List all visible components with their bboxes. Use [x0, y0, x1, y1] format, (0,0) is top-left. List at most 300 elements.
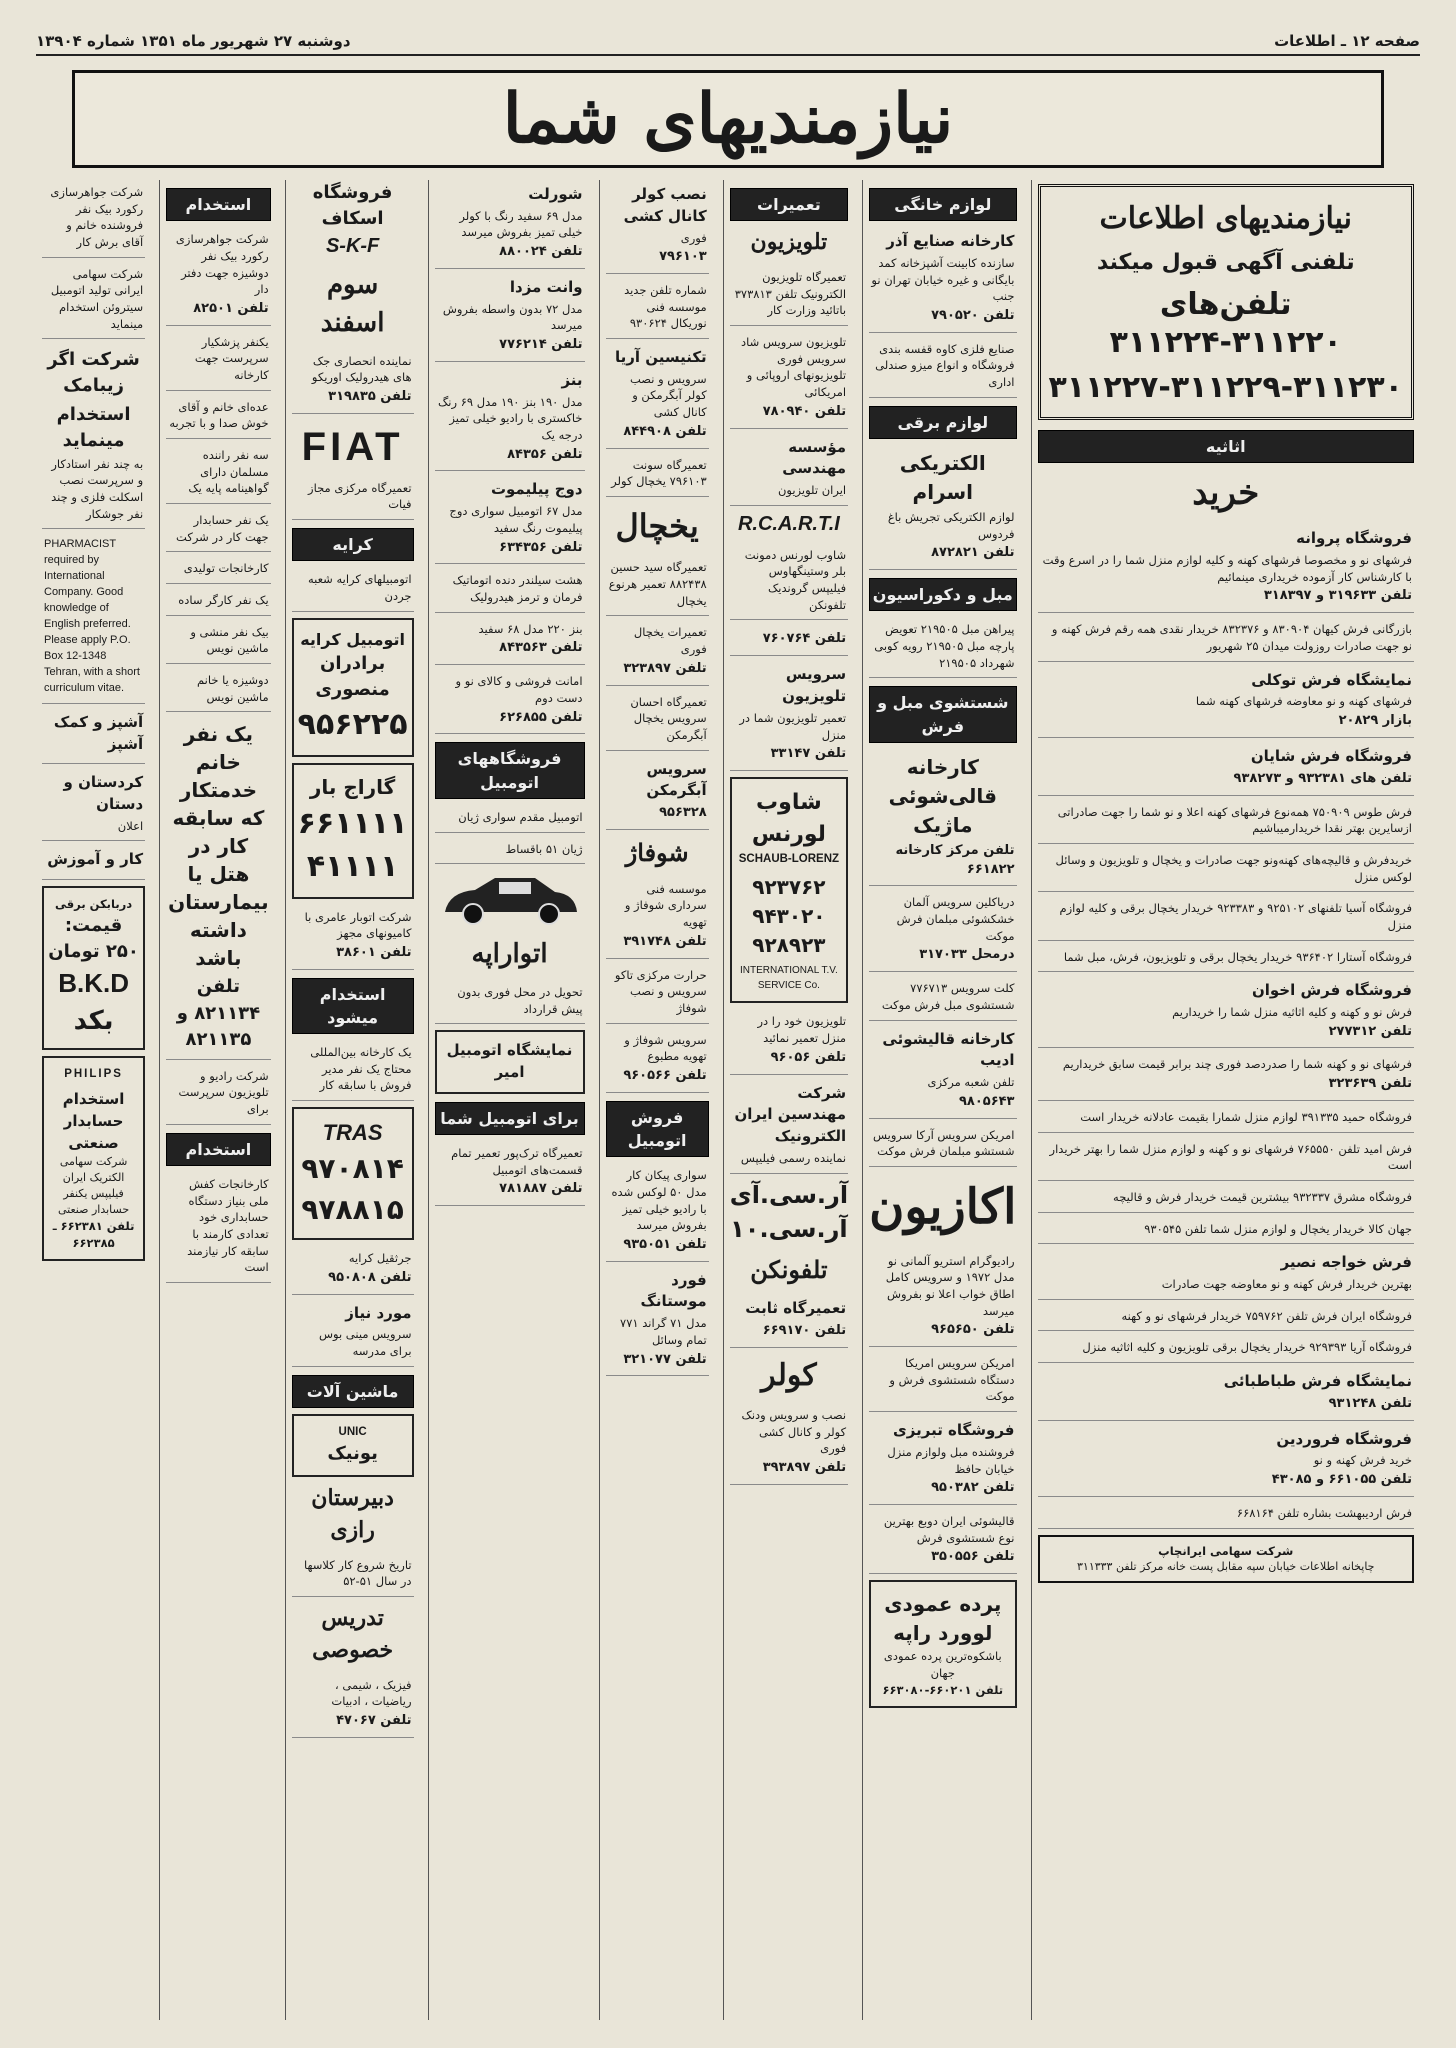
ad-body: فرش طوس ۷۵۰۹۰۹ همه‌نوع فرشهای کهنه اعلا و نو شما را جهت صادراتی ازسایرین بهتر نقدا خریدارمیباشیم — [1057, 804, 1412, 836]
ad-body: جرثقیل کرایه — [348, 1251, 412, 1266]
classified-ad — [42, 180, 145, 258]
ad-body: یک نفر حسابدار جهت کار در شرکت — [176, 513, 269, 544]
ad-body: شاوب لورنس دمونت بلر وستینگهاوس فیلیپس گروندیک تلفونکن — [744, 547, 847, 612]
ad-body: هشت سیلندر دنده اتوماتیک فرمان و ترمز هیدرولیک — [452, 573, 583, 605]
school-heading: دبیرستان رازی — [311, 1484, 394, 1543]
ad-list — [166, 227, 271, 712]
ad-heading: فروشگاه فرش اخوان — [1251, 981, 1412, 1000]
section-decor: مبل و دکوراسیون — [869, 578, 1016, 611]
ad-body: فروشنده مبل ولوازم منزل خیابان حافظ — [887, 1444, 1015, 1476]
ad-phone: تلفن ۳۱۹۶۳۳ و ۳۱۸۳۹۷ — [1263, 588, 1412, 604]
ad-phone: تلفن ۸۴۳۵۶۳ — [499, 640, 583, 656]
ad-body: شرکت جواهرسازی رکورد بیک نفر دوشیزه جهت دفتر دار — [175, 232, 269, 297]
ad-heading: فرش خواجه نصیر — [1280, 1253, 1412, 1272]
classified-ad — [730, 433, 848, 506]
ad-list — [42, 708, 145, 880]
store-title: فروشگاه — [312, 182, 393, 203]
curtain-phone: تلفن ۶۶۰۲۰۱-۶۶۳۰۸۰ — [882, 1682, 1004, 1697]
classified-ad — [606, 755, 709, 830]
ad-phone: تلفن ۹۶۰۵۶۶ — [623, 1067, 707, 1083]
classified-ad — [606, 877, 709, 959]
ad-body: دوشیزه یا خانم ماشین نویس — [197, 673, 269, 704]
som-ad — [292, 349, 414, 414]
ad-list — [292, 905, 414, 970]
buy-heading: خرید — [1192, 473, 1260, 514]
ad-body: تلفن شعبه مرکزی — [927, 1075, 1015, 1090]
ad-body: مدل ۶۷ اتومبیل سواری دوج پیلیموت رنگ سفید — [449, 504, 583, 535]
unic-ad — [292, 1414, 414, 1477]
ad-heading: بنز — [561, 370, 583, 389]
ad-body: صنایع فلزی کاوه قفسه بندی فروشگاه و انواع میزو صندلی اداری — [875, 341, 1015, 390]
section-electric: لوازم برقی — [869, 406, 1016, 439]
ad-phone: ۹۸۰۵۶۴۳ — [958, 1093, 1015, 1109]
ford-phone: تلفن ۷۸۱۸۸۷ — [499, 1181, 583, 1197]
ad-list — [869, 1249, 1016, 1575]
classified-ad — [166, 508, 271, 552]
section-hiring: استخدام میشود — [292, 978, 414, 1034]
maid-ad — [166, 716, 271, 1059]
ad-body: امریکن سرویس آرکا سرویس شستشو مبلمان فرش موکت — [873, 1127, 1015, 1159]
classified-ad — [730, 660, 848, 771]
rent-ad — [292, 567, 414, 611]
classified-ad — [730, 543, 848, 621]
zibamak-title: شرکت اگر زیبامک — [47, 349, 140, 397]
philips-ad — [42, 1056, 145, 1261]
classified-ad — [1038, 1304, 1415, 1332]
ad-body: رادیوگرام استریو آلمانی نو مدل ۱۹۷۲ و سرویس کامل اطاق خواب اعلا نو بفروش میرسد — [885, 1253, 1015, 1318]
som-phone: تلفن ۳۱۹۸۳۵ — [328, 388, 412, 404]
contact-subtitle: تلفنی آگهی قبول میکند — [1096, 249, 1355, 275]
ad-heading: فروشگاه فرش شایان — [1250, 746, 1412, 765]
ad-heading: فروشگاه پروانه — [1296, 529, 1412, 548]
ad-body: امریکن سرویس امریکا دستگاه شستشوی فرش و موکت — [889, 1356, 1015, 1404]
ad-heading: تعمیرگاه ثابت — [745, 1298, 847, 1317]
zibamak-subtitle: استخدام مینماید — [56, 403, 131, 451]
car-illustration — [435, 870, 585, 930]
ad-body: دریاکلین سرویس آلمان خشکشوئی مبلمان فرش موکت — [896, 895, 1015, 943]
ad-phone: تلفن ۲۷۷۳۱۲ — [1328, 1023, 1412, 1039]
section-rent: کرایه — [292, 528, 414, 561]
classified-ad — [166, 668, 271, 712]
acct-phone: تلفن ۶۶۲۳۸۱ ـ ۶۶۲۳۸۵ — [52, 1219, 135, 1250]
unic-fa: یونیک — [327, 1442, 378, 1464]
ad-body: اعلان — [117, 818, 144, 833]
ad-list — [292, 1040, 414, 1101]
column-3 — [723, 180, 854, 2020]
acct-body: شرکت سهامی الکتریک ایران فیلیپس یکنفر حسابدار صنعتی — [58, 1155, 130, 1217]
ad-body: قالیشوئی ایران دوبع بهترین نوع شستشوی فرش — [883, 1514, 1015, 1545]
classified-ad — [166, 620, 271, 664]
classified-ad — [292, 905, 414, 970]
mansouri-name: برادران منصوری — [315, 652, 390, 700]
ad-phone: تلفن ۷۸۰۹۴۰ — [762, 403, 847, 419]
ad-heading: سرویس تلویزیون — [782, 665, 847, 706]
shoe-factory-ad — [166, 1172, 271, 1283]
ad-heading: آشپز و کمک آشپز — [53, 712, 144, 753]
tutor-phone: تلفن ۴۷۰۶۷ — [336, 1712, 412, 1728]
ad-body: فرش اردیبهشت بشاره تلفن ۶۶۸۱۶۴ — [1236, 1505, 1412, 1520]
ad-body: خریدفرش و قالیچه‌های کهنه‌ونو جهت صادرات و یخچال و تلویزیون و وسائل لوکس منزل — [1055, 852, 1412, 884]
classified-ad — [42, 708, 145, 765]
classified-ad — [1038, 1052, 1415, 1101]
column-8 — [36, 180, 151, 2020]
classified-ad — [435, 837, 585, 865]
classified-ad — [1038, 976, 1415, 1048]
fiat-body: تعمیرگاه مرکزی مجاز فیات — [308, 480, 412, 512]
ad-phone: تلفن ۸۲۵۰۱ — [193, 300, 269, 316]
ad-phone: تلفن ۹۶۵۶۵۰ — [931, 1322, 1015, 1338]
ad-body: شرکت اتوبار عامری با کامیونهای مجهز — [304, 909, 412, 941]
section-machines: ماشین آلات — [292, 1375, 414, 1408]
fridge-heading: یخچال — [615, 506, 699, 545]
ad-heading: کردستان و دستان — [63, 773, 144, 814]
washer-title: کارخانه قالی‌شوئی ماژیک — [888, 754, 997, 837]
shoe-factory-body: کارخانجات کفش ملی بنیاز دستگاه حسابداری خود تعدادی کارمند با سابقه کار نیازمند است — [187, 1176, 269, 1275]
tutor-ad — [292, 1673, 414, 1738]
tras-ad — [292, 1107, 414, 1240]
ad-heading: فروشگاه فروردین — [1276, 1429, 1412, 1448]
ad-body: مدل ۷۱ گراند ۷۷۱ تمام وسائل — [620, 1316, 707, 1347]
schaub-en: SCHAUB-LORENZ — [738, 852, 840, 865]
ad-body: تعمیرگاه سید حسین ۸۸۲۴۳۸ تعمیر هرنوع یخچال — [608, 560, 707, 608]
classified-ad — [166, 443, 271, 504]
date-issue: دوشنبه ۲۷ شهریور ماه ۱۳۵۱ شماره ۱۳۹۰۴ — [36, 32, 351, 50]
ad-heading: سرویس آبگرمکن — [646, 759, 707, 800]
telefunken-heading: تلفونکن — [750, 1255, 828, 1285]
classified-ad — [292, 1299, 414, 1367]
bkd-price: قیمت: ۲۵۰ تومان — [48, 914, 139, 962]
tv-heading: تلویزیون — [750, 229, 828, 256]
ad-phone: تلفن های ۹۳۲۳۸۱ و ۹۳۸۲۷۳ — [1233, 770, 1412, 786]
classified-ad — [606, 180, 709, 274]
page-label: صفحه ۱۲ ـ اطلاعات — [1274, 32, 1420, 50]
ad-body: شرکت جواهرسازی رکورد بیک نفر فروشنده خانم و آقای برش کار — [50, 185, 144, 250]
ad-heading: کار و آموزش — [47, 850, 144, 869]
classified-ad — [1038, 800, 1415, 844]
ad-body: حرارت مرکزی تاکو سرویس و نصب شوفاژ — [614, 967, 707, 1015]
curtain-title: پرده عمودی لوورد راپه — [884, 1592, 1002, 1646]
classified-ad — [166, 330, 271, 391]
ad-heading: وانت مزدا — [509, 277, 583, 296]
ford-body: تعمیرگاه ترک‌پور تعمیر تمام قسمت‌های اتومبیل — [451, 1145, 583, 1177]
printer-box — [1038, 1535, 1415, 1584]
classified-ad — [1038, 666, 1415, 738]
classified-ad — [606, 343, 709, 449]
decor-ad — [869, 617, 1016, 678]
ad-phone: تلفن ۸۴۳۵۶ — [507, 446, 583, 462]
ad-heading: کارخانه صنایع آذر — [886, 232, 1015, 251]
ad-list — [730, 543, 848, 771]
bkd-ad — [42, 886, 145, 1050]
column-1 — [1031, 180, 1421, 2020]
rca-big: آر.سی.آی آر.سی.۱۰ — [729, 1180, 849, 1244]
classified-ad — [869, 1123, 1016, 1167]
classified-ad — [166, 588, 271, 616]
ad-body: تعمیرگاه تلویزیون الکترونیک تلفن ۳۷۳۸۱۳ باتائید وزارت کار — [734, 270, 847, 318]
classified-ad — [869, 1351, 1016, 1412]
ad-body: فروشگاه آستارا ۹۳۶۴۰۲ خریدار یخچال برقی و تلویزیون، فرش، مبل شما — [1063, 949, 1412, 964]
tutor-body: فیزیک ، شیمی ، ریاضیات ، ادبیات — [331, 1677, 412, 1709]
contact-phones-1: تلفن‌های ۳۱۱۲۲۰-۳۱۱۲۲۴ — [1109, 287, 1342, 360]
ad-phone: تلفن ۹۵۰۳۸۲ — [931, 1480, 1015, 1496]
ad-heading: نمایشگاه فرش توکلی — [1251, 670, 1412, 689]
classified-ad — [869, 1025, 1016, 1119]
classified-ad — [1038, 848, 1415, 892]
contact-box — [1038, 184, 1415, 420]
classified-ad — [606, 555, 709, 616]
intl-service: INTERNATIONAL T.V. SERVICE Co. — [739, 965, 838, 991]
ad-body: فرشهای نو و کهنه شما را صدردصد فوری چند برابر قیمت سابق خریداریم — [1062, 1057, 1412, 1072]
som-heading: سوم اسفند — [320, 270, 385, 338]
column-2 — [862, 180, 1022, 2020]
acct-title: استخدام حسابدار صنعتی — [62, 1090, 125, 1152]
classified-ad — [1038, 742, 1415, 796]
ad-body: فرشهای کهنه و نو معاوضه فرشهای کهنه شما — [1195, 694, 1412, 709]
ad-phone: ۹۵۶۳۲۸ — [659, 805, 707, 821]
classified-ad — [606, 278, 709, 339]
ad-body: سرویس و نصب کولر آبگرمکن و کانال کشی — [629, 371, 707, 420]
mansouri-ad — [292, 618, 414, 757]
curtain-ad — [869, 1580, 1016, 1708]
ad-body: اتومبیل مقدم سواری ژیان — [458, 809, 583, 824]
ad-body: عده‌ای خانم و آقای خوش صدا و با تجربه — [169, 399, 269, 431]
classified-ad — [869, 227, 1016, 333]
heating-heading: شوفاژ — [625, 837, 689, 867]
electric-body: لوازم الکتریکی تجریش باغ فردوس — [887, 510, 1015, 541]
ad-phone: تلفن ۶۶۹۱۷۰ — [762, 1322, 847, 1338]
classified-ad — [42, 768, 145, 841]
ad-phone: تلفن ۹۳۱۲۴۸ — [1328, 1395, 1412, 1411]
classified-ad — [166, 227, 271, 326]
ad-phone: تلفن ۹۳۵۰۵۱ — [623, 1236, 707, 1252]
ad-body: شرکت رادیو و تلویزیون سرپرست برای — [178, 1068, 269, 1117]
pharmacist-ad: PHARMACIST required by International Company. Good knowledge of English preferred. Please apply P.O. Box 12-1348 Tehran, with a short curriculum vitae. — [42, 533, 145, 703]
masthead-title: نیازمندیهای شما — [72, 70, 1384, 168]
skf-en: S-K-F — [325, 235, 380, 258]
ad-phone: تلفن ۳۳۱۴۷ — [770, 746, 847, 762]
ad-list — [730, 265, 848, 506]
classified-ad — [869, 1249, 1016, 1348]
classified-ad — [1038, 1105, 1415, 1133]
classified-ad — [1038, 1217, 1415, 1245]
rent-body: اتومبیلهای کرایه شعبه جردن — [307, 572, 412, 603]
ad-body: ژیان ۵۱ باقساط — [505, 841, 583, 856]
classified-ad — [1038, 524, 1415, 613]
classified-ad — [435, 366, 585, 472]
classified-ad — [166, 1064, 271, 1125]
section-furniture: اثاثیه — [1038, 430, 1415, 463]
decor-body: پیراهن مبل ۲۱۹۵۰۵ تعویض پارچه مبل ۲۱۹۵۰۵ رویه کوبی شهرداد ۲۱۹۵۰۵ — [874, 622, 1015, 670]
ad-heading: فروشگاه تبریزی — [893, 1421, 1015, 1440]
garage-phones: ۶۶۱۱۱۱ ۴۱۱۱۱ — [297, 805, 408, 884]
mansouri-phone: ۹۵۶۲۲۵ — [297, 707, 408, 742]
ad-heading: دوج پیلیموت — [490, 480, 583, 499]
classified-ad — [1038, 617, 1415, 661]
ad-body: شماره تلفن جدید موسسه فنی نوریکال ۹۳۰۶۲۴ — [624, 283, 707, 331]
classified-ad — [1038, 1425, 1415, 1497]
ad-body: فرشهای نو و مخصوصا فرشهای کهنه و کلیه لوازم منزل شما را در اسرع وقت با کارشناس کار آزموده خریداری مینمائیم — [1042, 553, 1412, 584]
classified-ad — [435, 805, 585, 833]
ad-body: بنز ۲۲۰ مدل ۶۸ سفید — [478, 621, 583, 636]
classified-ad — [730, 265, 848, 326]
ad-body: یکنفر پزشکیار سرپرست جهت کارخانه — [194, 334, 269, 383]
ad-phone: تلفن ۳۲۳۶۳۹ — [1328, 1076, 1412, 1092]
ad-heading: مؤسسه مهندسی — [782, 437, 847, 478]
ad-body: یک نفر کارگر ساده — [178, 593, 269, 608]
section-ford: برای اتومبیل شما — [435, 1102, 585, 1135]
cooler-ad — [730, 1403, 848, 1485]
ad-body: فروشگاه آسیا تلفنهای ۹۲۵۱۰۲ و ۹۲۳۳۸۳ خریدار یخچال برقی و کلیه لوازم منزل — [1059, 901, 1412, 932]
akazion-heading: اکازیون — [869, 1179, 1017, 1236]
garage-title: گاراج بار — [309, 774, 396, 799]
ad-body: نماینده رسمی فیلیپس — [740, 1150, 847, 1165]
ad-phone: تلفن ۳۲۱۰۷۷ — [623, 1351, 707, 1367]
ad-heading: مورد نیاز — [345, 1303, 412, 1322]
autorap-ad — [435, 980, 585, 1024]
classified-ad — [435, 475, 585, 564]
bkd-en: B.K.D — [58, 968, 129, 999]
classified-ad — [435, 617, 585, 666]
ad-body: ایران تلویزیون — [777, 483, 847, 498]
curtain-body: باشکوه‌ترین پرده عمودی جهان — [883, 1649, 1002, 1680]
ad-body: شرکت سهامی ایرانی تولید اتومبیل سیتروئن استخدام مینماید — [50, 266, 144, 331]
ad-list — [869, 890, 1016, 1167]
ad-body: بیک نفر منشی و ماشین نویس — [190, 624, 269, 656]
ad-phone: تلفن ۹۶۰۵۶ — [770, 1049, 847, 1065]
printer-name: شرکت سهامی ایرانچاپ — [1158, 1543, 1294, 1558]
classified-ad — [606, 1266, 709, 1377]
ad-phone: تلفن ۷۹۰۵۲۰ — [931, 307, 1015, 323]
ad-body: سرویس شوفاژ و تهویه مطبوع — [624, 1032, 707, 1064]
schaub-fa: شاوب لورنس — [751, 790, 826, 847]
ad-phone: تلفن ۶۲۶۸۵۵ — [499, 709, 583, 725]
ad-heading: شرکت مهندسین ایران الکترونیک — [734, 1083, 847, 1146]
ad-body: فروشگاه حمید ۳۹۱۳۳۵ لوازم منزل شمارا بقیمت عادلانه خریدار است — [1080, 1110, 1412, 1124]
bkd-title: دربابکن برقی — [55, 897, 133, 912]
section-employment-2: استخدام — [166, 1133, 271, 1166]
classified-ad — [435, 180, 585, 269]
column-6 — [285, 180, 420, 2020]
ad-phone: تلفن ۳۲۳۸۹۷ — [623, 660, 707, 676]
ad-list — [606, 180, 709, 497]
classified-ad — [166, 556, 271, 584]
ad-heading: نصب کولر کانال کشی — [623, 185, 707, 225]
classified-ad — [42, 262, 145, 340]
som-body: نماینده انحصاری جک های هیدرولیک اوریکو — [311, 353, 412, 385]
schaub-phones: ۹۲۳۷۶۲ ۹۴۳۰۲۰ ۹۲۸۹۲۳ — [752, 875, 826, 958]
section-car-sale: فروش اتومبیل — [606, 1101, 709, 1157]
classified-ad — [730, 1079, 848, 1174]
zibamak-ad — [42, 343, 145, 529]
classified-ad — [1038, 1137, 1415, 1181]
schaub-lorenz-ad — [730, 777, 848, 1003]
classified-ad — [1038, 1185, 1415, 1213]
ad-list — [730, 1294, 848, 1348]
classified-ad — [1038, 1367, 1415, 1421]
washer-ad — [869, 749, 1016, 887]
ad-list — [435, 180, 585, 734]
school-ad — [292, 1553, 414, 1597]
ad-heading: نمایشگاه فرش طباطبائی — [1223, 1372, 1412, 1391]
classified-ad — [606, 1028, 709, 1093]
ad-body: تعمیرات یخچال فوری — [633, 625, 707, 657]
ad-phone: تلفن ۳۹۱۷۴۸ — [623, 933, 707, 949]
maid-body: یک نفر خانم خدمتکار که سابقه کار در هتل یا بیمارستان داشته باشد — [168, 722, 269, 971]
electric-ad — [869, 445, 1016, 570]
auto-amir-ad — [435, 1030, 585, 1094]
electric-title: الکتریکی اسرام — [899, 451, 986, 504]
ad-body: سازنده کابینت آشپزخانه کمد بایگانی و غیره خیابان تهران نو جنب — [871, 255, 1015, 304]
classified-ad — [435, 568, 585, 612]
autorap-heading: اتواراپه — [471, 939, 548, 970]
fiat-ad — [292, 476, 414, 520]
ad-body: فوری — [680, 230, 707, 245]
column-4 — [599, 180, 715, 2020]
ad-phone: تلفن ۸۸۰۰۲۴ — [499, 244, 583, 260]
ad-phone: ۷۹۶۱۰۳ — [659, 249, 707, 265]
classified-ad — [869, 976, 1016, 1020]
classified-ad — [869, 1509, 1016, 1574]
ad-body: امانت فروشی و کالای نو و دست دوم — [455, 674, 583, 705]
ad-body: فرش نو و کهنه و کلیه اثاثیه منزل شما را خریداریم — [1172, 1004, 1412, 1019]
classified-ad — [292, 1040, 414, 1101]
ad-body: سه نفر راننده مسلمان دارای گواهینامه پایه یک — [188, 448, 269, 496]
classified-ad — [1038, 1335, 1415, 1363]
contact-title: نیازمندیهای اطلاعات — [1099, 201, 1353, 236]
classified-ad — [1038, 945, 1415, 973]
ad-phone: تلفن ۶۳۴۳۵۶ — [499, 539, 583, 555]
classified-ad — [730, 1009, 848, 1074]
ad-phone: تلفن ۷۶۰۷۶۴ — [762, 631, 847, 647]
ad-phone: تلفن ۹۵۰۸۰۸ — [328, 1269, 412, 1285]
ad-body: تلویزیون سرویس شاد سرویس فوری تلویزیونهای اروپائی و امریکائی — [741, 335, 847, 400]
ad-body: کارخانجات تولیدی — [183, 561, 269, 576]
ad-body: فروشگاه آریا ۹۲۹۳۹۳ خریدار یخچال برقی تلویزیون و کلیه اثاثیه منزل — [1082, 1340, 1412, 1355]
classified-ad — [606, 1163, 709, 1262]
tras-phones: ۹۷۰۸۱۴ ۹۷۸۸۱۵ — [301, 1151, 404, 1226]
car-rent-title: اتومبیل کرایه — [300, 629, 405, 649]
ad-list — [166, 1064, 271, 1125]
ad-list — [292, 1246, 414, 1367]
washer-phone: تلفن مرکز کارخانه ۶۶۱۸۲۲ — [895, 842, 1015, 877]
ad-list — [869, 227, 1016, 398]
ad-body: بازرگانی فرش کیهان ۸۳۰۹۰۴ و ۸۳۲۳۷۶ خریدار نقدی همه رقم فرش کهنه و نو جهت صادرات روزولت میدان ۲۵ شهریور — [1051, 622, 1412, 653]
classified-ad — [869, 1416, 1016, 1505]
classified-ad — [730, 330, 848, 429]
unic-en: UNIC — [338, 1425, 367, 1438]
ad-phone: بازار ۲۰۸۲۹ — [1338, 713, 1412, 729]
cooler-body: نصب و سرویس ودنک کولر و کانال کشی فوری — [741, 1408, 847, 1456]
ad-list — [42, 180, 145, 339]
cooler-phone: تلفن ۳۹۳۸۹۷ — [762, 1460, 847, 1476]
ad-phone: تلفن ۳۵۰۵۵۶ — [931, 1549, 1015, 1565]
section-employment: استخدام — [166, 188, 271, 221]
ad-body: مدل ۱۹۰ بنز ۱۹۰ مدل ۶۹ رنگ خاکستری با رادیو خیلی تمیز درجه یک — [438, 394, 583, 442]
ad-body: موسسه فنی سرداری شوفاژ و تهویه — [624, 881, 707, 930]
ad-body: بهترین خریدار فرش کهنه و نو معاوضه جهت صادرات — [1161, 1277, 1412, 1292]
classified-ad — [869, 890, 1016, 972]
maid-phone: تلفن ۸۲۱۱۳۴ و ۸۲۱۱۳۵ — [176, 976, 261, 1050]
school-body: تاریخ شروع کار کلاسها در سال ۵۱-۵۲ — [303, 1557, 412, 1589]
classified-ad — [435, 273, 585, 362]
classified-ad — [1038, 1248, 1415, 1299]
ad-phone: تلفن ۷۷۶۲۱۴ — [499, 337, 583, 353]
classified-ad — [42, 845, 145, 880]
ad-heading: فورد موستانگ — [640, 1270, 707, 1311]
ad-list — [1038, 524, 1415, 1528]
skf-fa: اسکاف — [321, 208, 384, 230]
ad-body: سرویس مینی بوس برای مدرسه — [318, 1327, 412, 1359]
